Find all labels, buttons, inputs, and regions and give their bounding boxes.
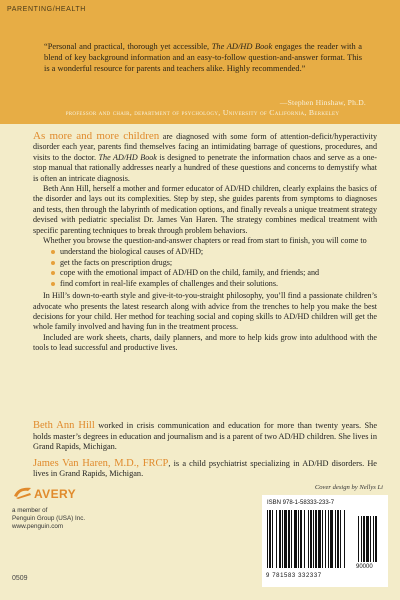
blurb-paragraph-4: In Hill’s down-to-earth style and give-it-to-you-straight philosophy, you’ll find a passionate children’s advocate who presents the latest research along with advice from the trenches to help you make the best decisions for your child. Her method for teaching social and coping skills to AD/HD children will get the whole family involved and having fun in the treatment process. xyxy=(33,291,377,332)
author-name-1: Beth Ann Hill xyxy=(33,420,95,431)
blurb-paragraph-2: Beth Ann Hill, herself a mother and former educator of AD/HD children, clearly explains the basics of the disorder and lays out its complexities. Step by step, she guides parents from symptoms to diagnoses and tests, then through the labyrinth of medication options, and finally reveals a unique treatment strategy devised with pediatric specialist Dr. James Van Haren. The strategy combines medical treatment with specific parenting techniques to break through problem behaviors. xyxy=(33,184,377,235)
author-name-2: James Van Haren, M.D., FRCP xyxy=(33,457,169,469)
list-item-text: get the facts on prescription drugs; xyxy=(60,257,173,267)
list-item-text: understand the biological causes of AD/HD; xyxy=(60,247,204,257)
author-bio-text-1: worked in crisis communication and education for more than twenty years. She holds master’s degrees in education and journalism and is a parent of two AD/HD children. She lives in Grand Rapids, Michigan. xyxy=(33,421,377,452)
barcode-bar xyxy=(291,510,292,568)
publisher-info xyxy=(12,507,142,531)
blurb-paragraph-3: Whether you browse the question-and-answer chapters or read from start to finish, you will come to xyxy=(43,236,367,246)
cover-design-credit: Cover design by Nellys Li xyxy=(314,484,383,491)
list-item xyxy=(51,279,377,289)
barcode-icon xyxy=(266,510,384,572)
barcode-bar xyxy=(304,510,305,568)
author-bio-text-2: , is a child psychiatrist specializing in AD/HD disorders. He lives in Grand Rapids, Michigan. xyxy=(33,458,377,479)
imprint-name: AVERY xyxy=(34,487,77,501)
list-item xyxy=(51,268,377,278)
author-bios xyxy=(33,421,377,486)
barcode-bar xyxy=(284,510,287,568)
barcode-bar xyxy=(294,510,297,568)
quote-book-title: The AD/HD Book xyxy=(211,42,273,51)
barcode-bar xyxy=(288,510,290,568)
barcode-bar xyxy=(337,510,339,568)
bullet-dot xyxy=(51,282,55,286)
barcode-addon-bar xyxy=(370,516,371,562)
barcode-bar xyxy=(315,510,317,568)
author-bio-1 xyxy=(33,421,377,453)
category-label: PARENTING/HEALTH xyxy=(7,6,86,13)
bullet-dot xyxy=(51,261,55,265)
barcode-bar xyxy=(344,510,345,568)
author-bio-2 xyxy=(33,459,377,480)
barcode-bar xyxy=(318,510,321,568)
barcode-addon-bar xyxy=(375,516,377,562)
barcode-bar xyxy=(310,510,312,568)
barcode-addon-bar xyxy=(363,516,365,562)
quote-text-1: “Personal and practical, thorough yet accessible, xyxy=(44,42,212,51)
barcode-bar xyxy=(308,510,309,568)
barcode-bar xyxy=(313,510,314,568)
barcode-bar xyxy=(282,510,283,568)
description-blurb xyxy=(33,131,377,354)
list-item xyxy=(51,258,377,268)
blurb-paragraph-1 xyxy=(33,131,377,184)
barcode-bar xyxy=(269,510,271,568)
barcode-bar xyxy=(328,510,329,568)
barcode-bar xyxy=(340,510,341,568)
barcode-bar xyxy=(325,510,326,568)
barcode-bar xyxy=(267,510,268,568)
list-item-text: cope with the emotional impact of AD/HD on the child, family, and friends; and xyxy=(60,268,320,278)
quote-text-2: engages the reader with a blend of key background information and an easy-to-follow question-and-answer format. This is a wonderful resource for parents and teachers alike. Highly recommended.” xyxy=(44,42,362,73)
barcode-addon-bar xyxy=(373,516,374,562)
barcode-addon-bar xyxy=(358,516,359,562)
barcode-bar xyxy=(322,510,323,568)
barcode-addon-bar xyxy=(361,516,362,562)
list-item xyxy=(51,247,377,257)
publisher-line-2: Penguin Group (USA) Inc. xyxy=(12,515,86,522)
print-code: 0509 xyxy=(12,575,28,582)
blurb-p1-b: is designed to penetrate the information chaos and serve as a one-stop manual that rationally addresses nearly a hundred of these questions and concerns to demystify what is often an intricate diagnosis. xyxy=(33,152,377,183)
isbn-number: ISBN 978-1-58333-233-7 xyxy=(267,500,335,506)
avery-logo-icon xyxy=(12,484,34,500)
bullet-dot xyxy=(51,250,55,254)
benefit-list xyxy=(33,247,377,289)
blurb-book-title: The AD/HD Book xyxy=(98,152,157,162)
barcode-bar xyxy=(298,510,299,568)
quote-attribution-title: professor and chair, department of psychology, University of California, Berkeley xyxy=(65,108,340,117)
blurb-p1-a: are diagnosed with some form of attention-deficit/hyperactivity disorder each year, parents find themselves facing an intimidating barrage of questions, procedures, and visits to the doctor. xyxy=(33,132,378,162)
bullet-dot xyxy=(51,271,55,275)
quote-attribution-name: —Stephen Hinshaw, Ph.D. xyxy=(279,98,366,107)
barcode-digits: 9 781583 332337 xyxy=(266,573,322,579)
publisher-line-1: a member of xyxy=(12,507,48,514)
price-code: 90000 xyxy=(356,564,373,570)
barcode-bar xyxy=(272,510,273,568)
barcode-bar xyxy=(300,510,302,568)
barcode-addon-bar xyxy=(366,516,369,562)
barcode-bar xyxy=(276,510,277,568)
blurb-paragraph-5: Included are work sheets, charts, daily planners, and more to help kids grow into adulthood with the tools to lead successful and productive lives. xyxy=(33,332,377,353)
barcode-bar xyxy=(330,510,333,568)
blurb-lead-in: As more and more children xyxy=(33,130,160,142)
barcode-bar xyxy=(335,510,336,568)
publisher-url: www.penguin.com xyxy=(12,523,64,530)
endorsement-quote xyxy=(44,41,362,74)
list-item-text: find comfort in real-life examples of challenges and their solutions. xyxy=(60,278,279,288)
barcode-bar xyxy=(279,510,281,568)
